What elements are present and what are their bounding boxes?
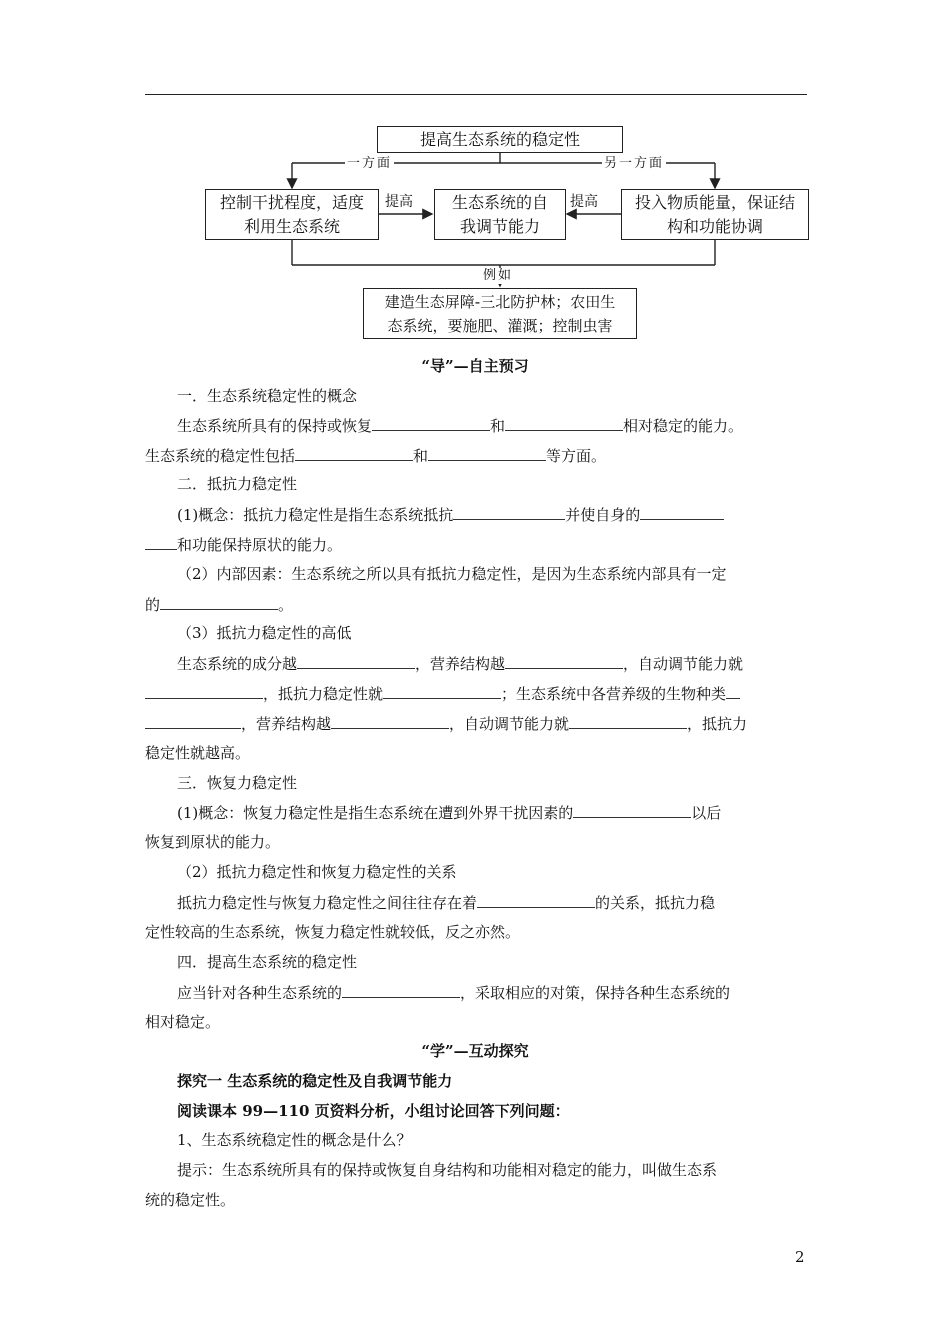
s3-p1 (177, 801, 721, 824)
s3-p4-text-b: 的关系，抵抗力稳 (595, 894, 716, 912)
s2-p1-cont (145, 533, 342, 556)
s1-l1-text-a: 生态系统所具有的保持或恢复 (177, 417, 373, 435)
blank-field[interactable] (297, 652, 415, 669)
s4-p1-text-a: 应当针对各种生态系统的 (177, 984, 343, 1002)
input-line-2: 构和功能协调 (666, 216, 763, 236)
goal-text: 提高生态系统的稳定性 (419, 129, 580, 149)
blank-field[interactable] (505, 652, 623, 669)
s4-p1-text-b: ，采取相应的对策，保持各种生态系统的 (460, 984, 731, 1002)
s2-p2-text-b: 的 (145, 596, 161, 614)
section-heading-dao: “导”—自主预习 (421, 357, 529, 375)
s1-line-1 (177, 414, 743, 437)
blank-field[interactable] (331, 712, 449, 729)
blank-field[interactable] (505, 414, 623, 431)
blank-field[interactable] (428, 444, 546, 461)
s3-p5: 定性较高的生态系统，恢复力稳定性就较低，反之亦然。 (145, 923, 521, 941)
s3-p4-text-a: 抵抗力稳定性与恢复力稳定性之间往往存在着 (177, 894, 478, 912)
example-label: 例如 (483, 268, 514, 283)
hint-line-1: 提示：生态系统所具有的保持或恢复自身结构和功能相对稳定的能力，叫做生态系 (177, 1161, 718, 1179)
blank-field[interactable] (453, 503, 565, 520)
s4-p1 (177, 981, 730, 1004)
label-other-side: 另一方面 (604, 156, 665, 171)
s2-p4 (177, 652, 743, 675)
input-energy-box (621, 189, 809, 240)
s2-p3: （3）抵抗力稳定性的高低 (177, 624, 352, 642)
blank-field[interactable] (160, 593, 278, 610)
examples-box (363, 288, 637, 339)
s2-p7: 稳定性就越高。 (145, 744, 251, 762)
self-regulation-box (434, 189, 566, 240)
s3-p3: （2）抵抗力稳定性和恢复力稳定性的关系 (177, 863, 457, 881)
s2-p2: （2）内部因素：生态系统之所以具有抵抗力稳定性，是因为生态系统内部具有一定 (177, 565, 727, 583)
blank-field[interactable] (372, 414, 490, 431)
s3-title: 三．恢复力稳定性 (177, 774, 298, 792)
blank-field[interactable] (145, 533, 177, 550)
control-interference-box (205, 189, 379, 240)
s2-p6-text-b: ，自动调节能力就 (449, 715, 570, 733)
blank-field[interactable] (342, 981, 460, 998)
s1-l2-text-b: 和 (413, 447, 429, 465)
s1-l1-text-b: 和 (490, 417, 506, 435)
s1-line-2 (145, 444, 606, 467)
s2-p1-text-b: 并使自身的 (565, 506, 641, 524)
label-one-side: 一方面 (347, 156, 393, 171)
blank-field[interactable] (640, 503, 724, 520)
concept-diagram (0, 0, 950, 345)
s2-p6-text-a: ，营养结构越 (241, 715, 332, 733)
examples-line-1: 建造生态屏障-三北防护林；农田生 (384, 292, 616, 311)
hint-line-2: 统的稳定性。 (145, 1191, 236, 1209)
s2-p5-text-a: ，抵抗力稳定性就 (263, 685, 384, 703)
s3-p1-text-b: 以后 (691, 804, 722, 822)
self-reg-line-1: 生态系统的自 (451, 192, 548, 212)
improve-label-left: 提高 (385, 194, 413, 210)
input-line-1: 投入物质能量，保证结 (634, 192, 795, 212)
control-line-2: 利用生态系统 (243, 216, 340, 236)
blank-field[interactable] (573, 801, 691, 818)
s1-l1-text-c: 相对稳定的能力。 (623, 417, 744, 435)
blank-field[interactable] (477, 891, 595, 908)
s2-title: 二．抵抗力稳定性 (177, 475, 298, 493)
blank-field[interactable] (726, 682, 740, 699)
self-reg-line-2: 我调节能力 (459, 216, 540, 236)
s4-p2: 相对稳定。 (145, 1013, 221, 1031)
s2-p4-text-a: 生态系统的成分越 (177, 655, 298, 673)
s3-p2: 恢复到原状的能力。 (145, 833, 281, 851)
s2-p5-text-b: ；生态系统中各营养级的生物种类 (501, 685, 727, 703)
s2-p5 (145, 682, 740, 705)
s1-l2-text-a: 生态系统的稳定性包括 (145, 447, 296, 465)
s2-p4-text-c: ，自动调节能力就 (623, 655, 744, 673)
blank-field[interactable] (145, 712, 241, 729)
s2-p2-text-c: 。 (278, 596, 294, 614)
goal-box (377, 126, 623, 153)
s2-p6 (145, 712, 747, 735)
s3-p1-text-a: (1)概念：恢复力稳定性是指生态系统在遭到外界干扰因素的 (177, 804, 574, 822)
improve-label-right: 提高 (570, 194, 598, 210)
blank-field[interactable] (569, 712, 687, 729)
explore-title: 探究一 生态系统的稳定性及自我调节能力 (177, 1072, 453, 1090)
s2-p1 (177, 503, 724, 526)
s2-p2-cont (145, 593, 293, 616)
s1-l2-text-c: 等方面。 (546, 447, 607, 465)
s3-p4 (177, 891, 715, 914)
control-line-1: 控制干扰程度，适度 (219, 192, 364, 212)
blank-field[interactable] (295, 444, 413, 461)
page-number: 2 (795, 1248, 805, 1266)
s2-p4-text-b: ，营养结构越 (415, 655, 506, 673)
section-heading-xue: “学”—互动探究 (421, 1042, 529, 1060)
s2-p1-text-c: 和功能保持原状的能力。 (177, 536, 343, 554)
s2-p6-text-c: ，抵抗力 (687, 715, 748, 733)
examples-line-2: 态系统，要施肥、灌溉；控制虫害 (387, 316, 613, 335)
blank-field[interactable] (145, 682, 263, 699)
blank-field[interactable] (383, 682, 501, 699)
question-1: 1、生态系统稳定性的概念是什么？ (177, 1131, 412, 1149)
explore-instruction: 阅读课本 99—110 页资料分析，小组讨论回答下列问题： (177, 1102, 570, 1120)
s2-p1-text-a: (1)概念：抵抗力稳定性是指生态系统抵抗 (177, 506, 454, 524)
s1-title: 一．生态系统稳定性的概念 (177, 387, 358, 405)
s4-title: 四．提高生态系统的稳定性 (177, 953, 358, 971)
